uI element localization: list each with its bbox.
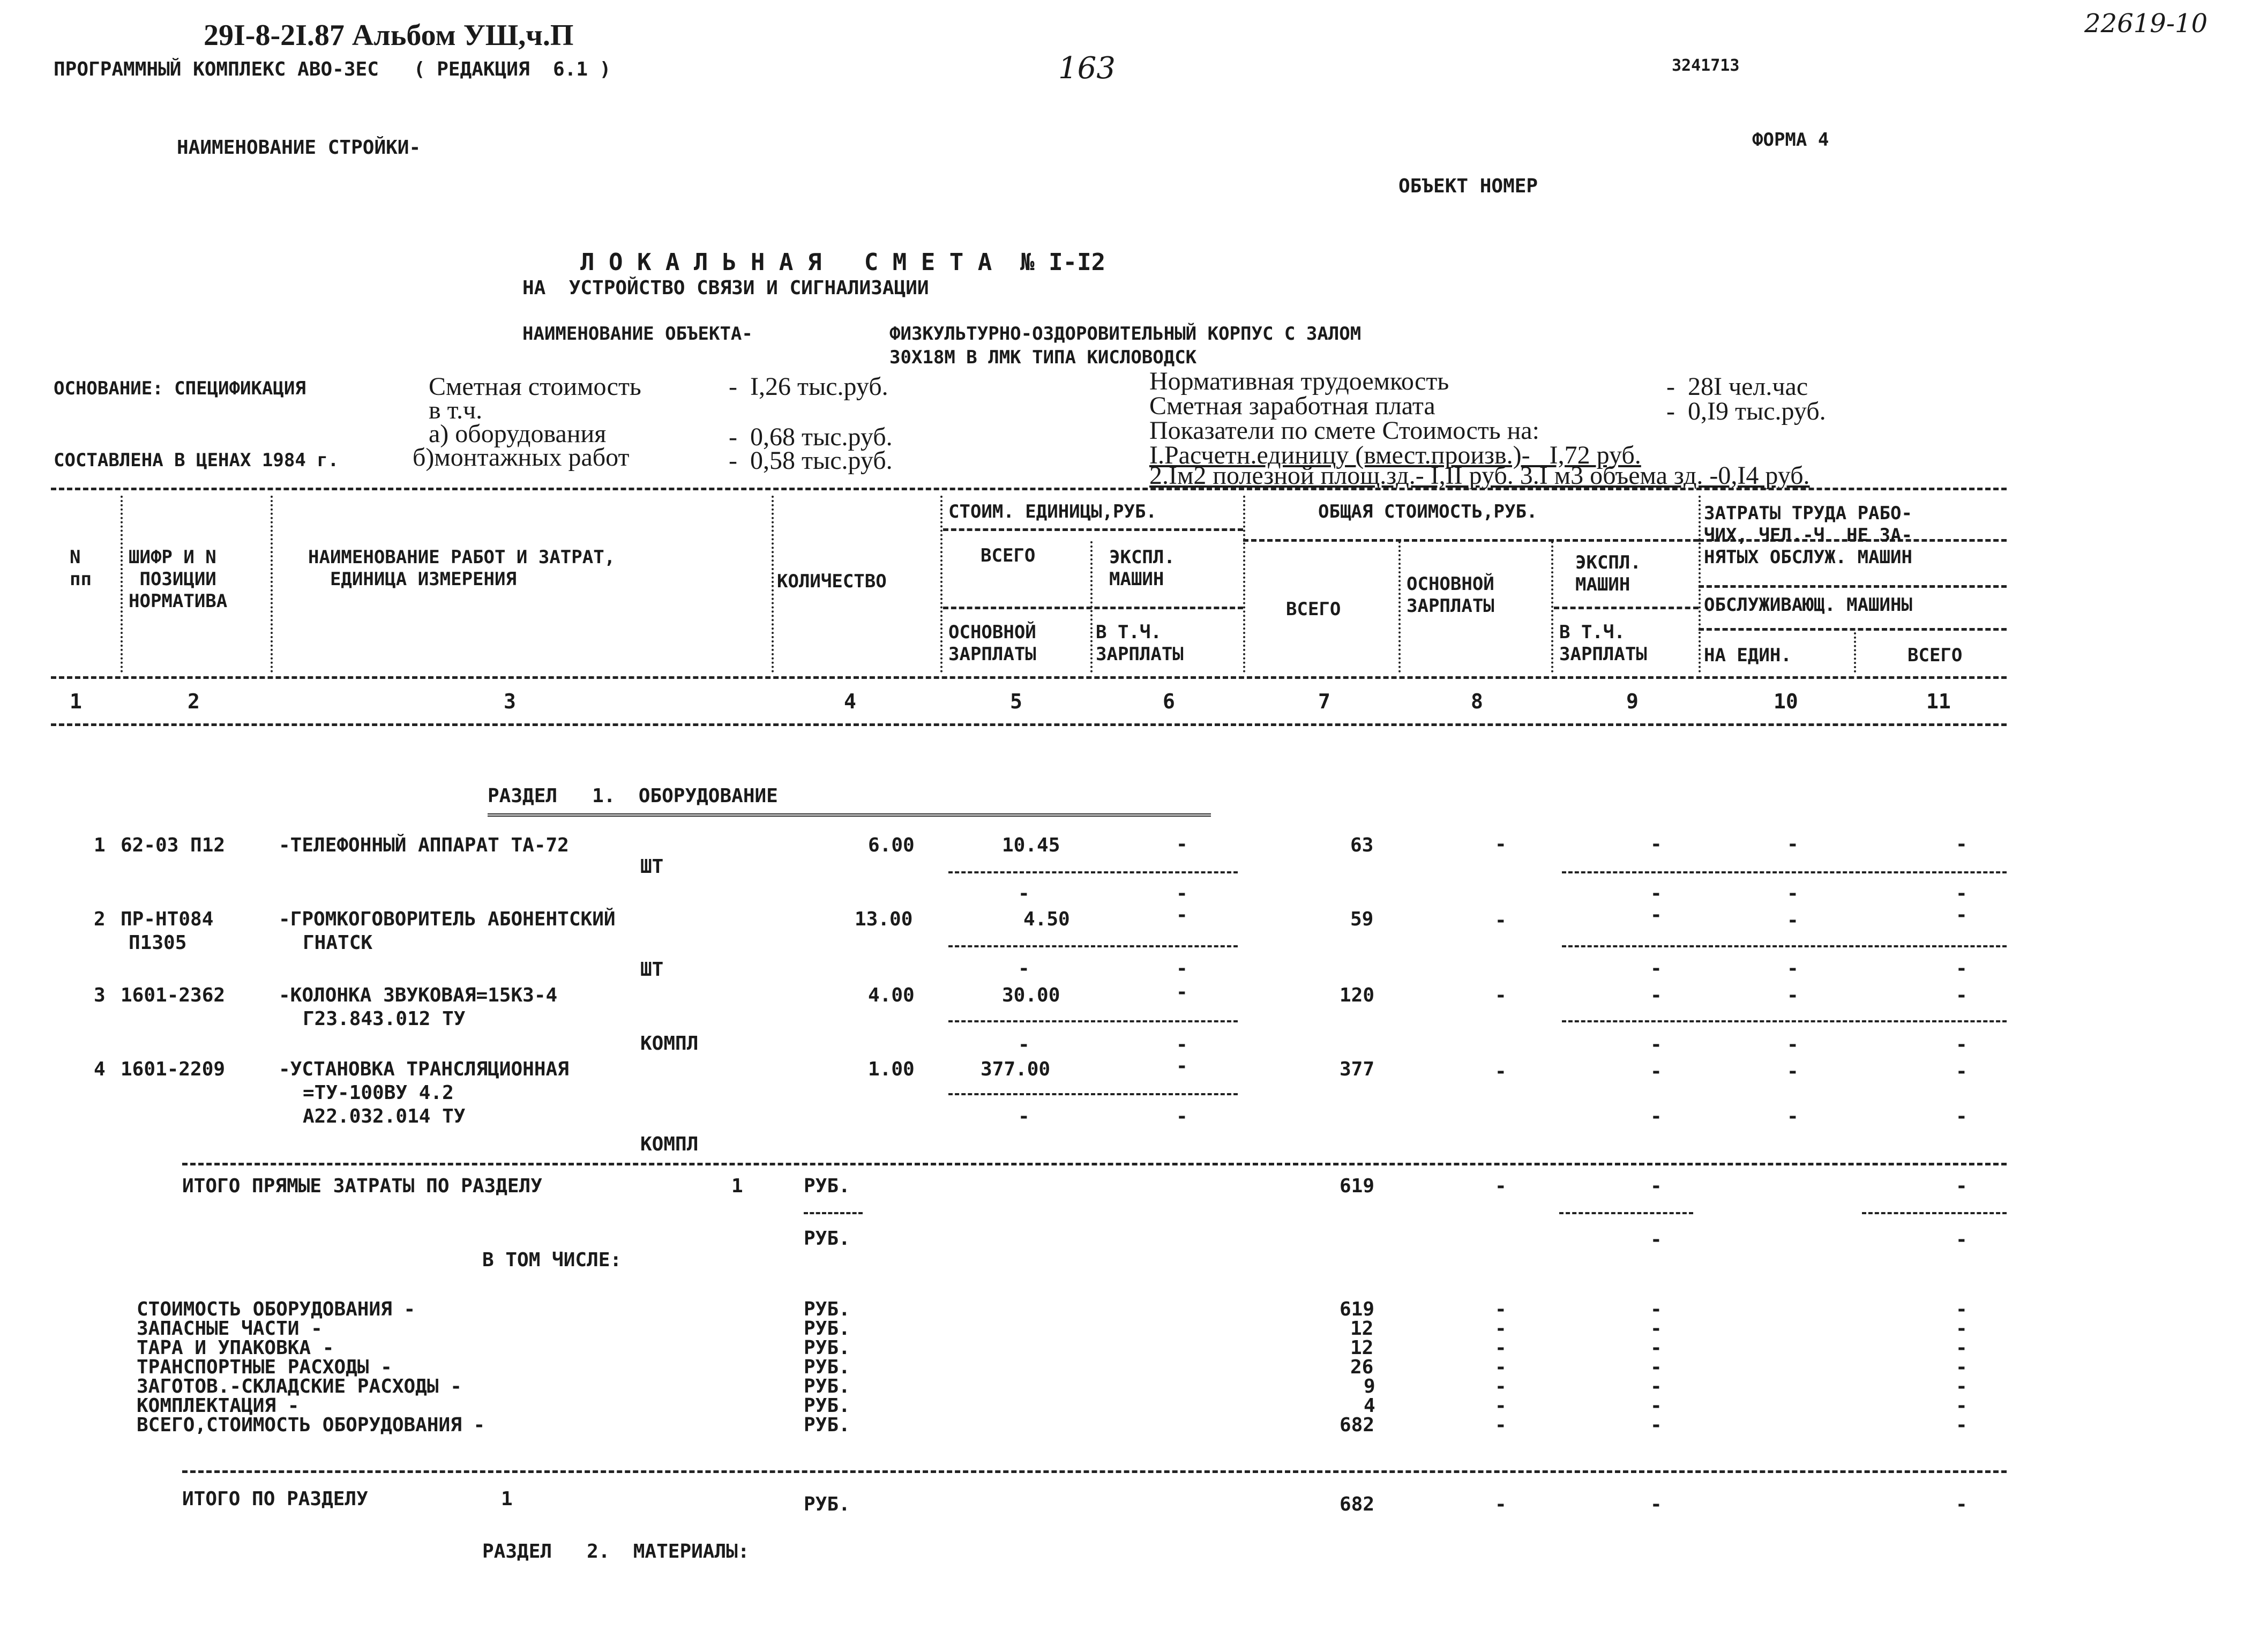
- row-1-sub-rule-right: [1562, 871, 2007, 873]
- cost-label: Сметная стоимость: [429, 372, 641, 401]
- direct-costs-rub-2: РУБ.: [804, 1228, 850, 1250]
- row-unit: ШТ: [640, 959, 664, 981]
- empty-cell-dash: -: [1650, 1376, 1662, 1397]
- breakdown-rub: РУБ.: [804, 1395, 850, 1417]
- breakdown-value: 9: [1364, 1376, 1375, 1397]
- col-num-5: 5: [1010, 690, 1022, 713]
- empty-cell-dash: -: [1650, 1318, 1662, 1340]
- empty-cell-dash: -: [1650, 1356, 1662, 1378]
- header-labor-all: ВСЕГО: [1908, 645, 1963, 666]
- breakdown-label: ТАРА И УПАКОВКА -: [137, 1337, 334, 1359]
- equipment-label: а) оборудования: [429, 420, 607, 448]
- page-number: 163: [1058, 51, 1116, 86]
- header-mach-sub-rule: [1554, 607, 1699, 609]
- empty-cell-dash: -: [1650, 904, 1662, 926]
- direct-costs-section: 1: [731, 1175, 743, 1197]
- col-sep-9: [1699, 496, 1701, 672]
- header-unit-mach: ЭКСПЛ. МАШИН: [1109, 547, 1175, 590]
- labor-value: - 28I чел.час: [1666, 372, 1808, 401]
- col-sep-10: [1854, 632, 1856, 672]
- breakdown-rub: РУБ.: [804, 1298, 850, 1320]
- empty-cell-dash: -: [1650, 984, 1662, 1006]
- row-total: 63: [1350, 834, 1374, 856]
- wage-value: - 0,I9 тыс.руб.: [1666, 397, 1826, 425]
- empty-cell-dash: -: [1495, 1337, 1507, 1359]
- header-bottom-rule: [51, 723, 2007, 726]
- breakdown-value: 12: [1350, 1337, 1374, 1359]
- breakdown-value: 4: [1364, 1395, 1375, 1417]
- empty-cell-dash: -: [1495, 1376, 1507, 1397]
- cost-value: - I,26 тыс.руб.: [729, 372, 888, 401]
- empty-cell-dash: -: [1495, 1356, 1507, 1378]
- empty-cell-dash: -: [1176, 904, 1188, 926]
- row-name: -КОЛОНКА ЗВУКОВАЯ=15КЗ-4: [279, 984, 558, 1006]
- col-num-6: 6: [1163, 690, 1175, 713]
- header-unit-sub-rule: [943, 607, 1243, 609]
- row-3-sub-rule: [948, 1020, 1238, 1022]
- empty-cell-dash: -: [1176, 981, 1188, 1003]
- breakdown-value: 682: [1340, 1414, 1375, 1436]
- empty-cell-dash: -: [1956, 833, 1968, 855]
- empty-cell-dash: -: [1176, 1034, 1188, 1056]
- estimate-title: [552, 227, 1105, 274]
- header-total-rule: [1243, 539, 1699, 542]
- row-number: 1: [94, 834, 106, 856]
- row-unit-price: 377.00: [981, 1058, 1051, 1080]
- header-labor-sub-rule-1: [1699, 585, 2007, 588]
- empty-cell-dash: -: [1956, 1229, 1968, 1251]
- row-unit-price: 10.45: [1002, 834, 1060, 856]
- empty-cell-dash: -: [1650, 1060, 1662, 1082]
- installation-value: - 0,58 тыс.руб.: [729, 446, 893, 475]
- col-sep-8: [1551, 541, 1553, 672]
- row-unit-price: 30.00: [1002, 984, 1060, 1006]
- breakdown-rub: РУБ.: [804, 1337, 850, 1359]
- row-name-3: А22.032.014 ТУ: [303, 1105, 466, 1127]
- object-label: НАИМЕНОВАНИЕ ОБЪЕКТА-: [522, 323, 753, 345]
- header-top-rule: [51, 488, 2007, 490]
- header-labor-sub-rule-2: [1699, 628, 2007, 631]
- empty-cell-dash: -: [1495, 1493, 1507, 1515]
- header-total-wage: ОСНОВНОЙ ЗАРПЛАТЫ: [1407, 573, 1494, 617]
- breakdown-rub: РУБ.: [804, 1318, 850, 1340]
- empty-cell-dash: -: [1650, 1298, 1662, 1320]
- empty-cell-dash: -: [1650, 1034, 1662, 1056]
- row-quantity: 6.00: [868, 834, 915, 856]
- empty-cell-dash: -: [1956, 1414, 1968, 1436]
- direct-sub-rule-1: [1559, 1212, 1693, 1214]
- row-name-2: Г23.843.012 ТУ: [303, 1008, 466, 1030]
- row-quantity: 1.00: [868, 1058, 915, 1080]
- col-num-9: 9: [1626, 690, 1639, 713]
- empty-cell-dash: -: [1787, 1060, 1799, 1082]
- col-sep-1: [121, 496, 123, 672]
- installation-label: б)монтажных работ: [413, 443, 630, 472]
- estimate-subtitle: НА УСТРОЙСТВО СВЯЗИ И СИГНАЛИЗАЦИИ: [522, 277, 929, 299]
- empty-cell-dash: -: [1956, 1395, 1968, 1417]
- empty-cell-dash: -: [1495, 1395, 1507, 1417]
- breakdown-rub: РУБ.: [804, 1414, 850, 1436]
- section-1-title: РАЗДЕЛ 1. ОБОРУДОВАНИЕ: [488, 785, 778, 807]
- col-num-8: 8: [1471, 690, 1483, 713]
- row-code: 1601-2362: [121, 984, 226, 1006]
- row-1-sub-rule: [948, 871, 1238, 873]
- object-number-label: ОБЪЕКТ НОМЕР: [1398, 175, 1538, 197]
- empty-cell-dash: -: [1956, 1105, 1968, 1127]
- breakdown-label: КОМПЛЕКТАЦИЯ -: [137, 1395, 300, 1417]
- header-col-n: N пп: [70, 547, 92, 590]
- including-label: В ТОМ ЧИСЛЕ:: [482, 1249, 622, 1271]
- row-quantity: 4.00: [868, 984, 915, 1006]
- empty-cell-dash: -: [1956, 1060, 1968, 1082]
- row-number: 4: [94, 1058, 106, 1080]
- breakdown-value: 26: [1350, 1356, 1374, 1378]
- breakdown-rub: РУБ.: [804, 1376, 850, 1397]
- row-unit: ШТ: [640, 856, 664, 878]
- col-sep-3: [772, 496, 774, 672]
- breakdown-label: ЗАГОТОВ.-СКЛАДСКИЕ РАСХОДЫ -: [137, 1376, 462, 1397]
- empty-cell-dash: -: [1495, 1175, 1507, 1197]
- col-num-7: 7: [1318, 690, 1330, 713]
- empty-cell-dash: -: [1495, 1414, 1507, 1436]
- empty-cell-dash: -: [1650, 1337, 1662, 1359]
- header-total-mach: ЭКСПЛ. МАШИН: [1575, 552, 1641, 595]
- section-total-number: 1: [501, 1488, 513, 1510]
- rub-rule: [804, 1212, 863, 1214]
- empty-cell-dash: -: [1018, 1034, 1030, 1056]
- empty-cell-dash: -: [1018, 883, 1030, 905]
- header-unit-rule: [943, 528, 1243, 531]
- empty-cell-dash: -: [1956, 1376, 1968, 1397]
- direct-sub-rule-2: [1862, 1212, 2007, 1214]
- empty-cell-dash: -: [1495, 1060, 1507, 1082]
- section-1-underline: [488, 813, 1211, 817]
- incl-label: в т.ч.: [429, 396, 483, 424]
- col-num-2: 2: [188, 690, 200, 713]
- header-unit-wage: ОСНОВНОЙ ЗАРПЛАТЫ: [948, 622, 1036, 665]
- header-unit-total: ВСЕГО: [981, 545, 1036, 566]
- header-total-incl: В Т.Ч. ЗАРПЛАТЫ: [1559, 622, 1647, 665]
- empty-cell-dash: -: [1650, 1414, 1662, 1436]
- indicator-1: I.Расчетн.единицу (вмест.произв.)- I,72 руб.: [1149, 441, 1641, 469]
- col-sep-6: [1243, 496, 1245, 672]
- empty-cell-dash: -: [1787, 883, 1799, 905]
- row-name: -ГРОМКОГОВОРИТЕЛЬ АБОНЕНТСКИЙ: [279, 908, 616, 930]
- row-name: -УСТАНОВКА ТРАНСЛЯЦИОННАЯ: [279, 1058, 569, 1080]
- empty-cell-dash: -: [1650, 1175, 1662, 1197]
- empty-cell-dash: -: [1956, 1493, 1968, 1515]
- breakdown-label: СТОИМОСТЬ ОБОРУДОВАНИЯ -: [137, 1298, 416, 1320]
- col-sep-2: [271, 496, 273, 672]
- row-code: 62-03 П12: [121, 834, 226, 856]
- empty-cell-dash: -: [1956, 904, 1968, 926]
- direct-costs-rule: [182, 1163, 2007, 1165]
- empty-cell-dash: -: [1956, 1337, 1968, 1359]
- direct-costs-rub: РУБ.: [804, 1175, 850, 1197]
- empty-cell-dash: -: [1956, 1034, 1968, 1056]
- row-code-2: П1305: [129, 932, 187, 954]
- basis-label: ОСНОВАНИЕ: СПЕЦИФИКАЦИЯ: [54, 378, 306, 399]
- section-total-rule: [182, 1470, 2007, 1473]
- compiled-label: СОСТАВЛЕНА В ЦЕНАХ 1984 г.: [54, 450, 339, 471]
- empty-cell-dash: -: [1650, 1493, 1662, 1515]
- col-num-11: 11: [1926, 690, 1951, 713]
- estimate-title-text: Л О К А Л Ь Н А Я С М Е Т А № I-I2: [580, 249, 1106, 276]
- empty-cell-dash: -: [1495, 1298, 1507, 1320]
- row-4-sub-rule: [948, 1093, 1238, 1095]
- row-quantity: 13.00: [855, 908, 913, 930]
- col-num-3: 3: [504, 690, 516, 713]
- empty-cell-dash: -: [1956, 883, 1968, 905]
- indicators-label: Показатели по смете Стоимость на:: [1149, 416, 1539, 445]
- breakdown-rub: РУБ.: [804, 1356, 850, 1378]
- indicator-2: 2.Iм2 полезной площ.зд.- I,II руб. 3.I м3 объема зд. -0,I4 руб.: [1149, 461, 1810, 490]
- col-num-4: 4: [844, 690, 856, 713]
- empty-cell-dash: -: [1176, 883, 1188, 905]
- form-label: ФОРМА 4: [1752, 129, 1829, 151]
- empty-cell-dash: -: [1956, 1356, 1968, 1378]
- col-sep-5: [1090, 541, 1093, 672]
- header-unit-incl: В Т.Ч. ЗАРПЛАТЫ: [1096, 622, 1184, 665]
- empty-cell-dash: -: [1176, 1105, 1188, 1127]
- equipment-value: - 0,68 тыс.руб.: [729, 423, 893, 451]
- empty-cell-dash: -: [1787, 958, 1799, 980]
- empty-cell-dash: -: [1495, 1318, 1507, 1340]
- row-number: 3: [94, 984, 106, 1006]
- empty-cell-dash: -: [1176, 833, 1188, 855]
- empty-cell-dash: -: [1787, 984, 1799, 1006]
- album-reference: 29I-8-2I.87 Альбом УШ,ч.П: [204, 19, 574, 52]
- empty-cell-dash: -: [1956, 984, 1968, 1006]
- empty-cell-dash: -: [1956, 1318, 1968, 1340]
- breakdown-label: ТРАНСПОРТНЫЕ РАСХОДЫ -: [137, 1356, 392, 1378]
- header-col-code: ШИФР И N ПОЗИЦИИ НОРМАТИВА: [129, 547, 228, 612]
- direct-costs-label: ИТОГО ПРЯМЫЕ ЗАТРАТЫ ПО РАЗДЕЛУ: [182, 1175, 542, 1197]
- header-total-all: ВСЕГО: [1286, 599, 1341, 620]
- row-name-label: НАИМЕНОВАНИЕ СТРОЙКИ-: [177, 137, 421, 159]
- header-unit-cost: СТОИМ. ЕДИНИЦЫ,РУБ.: [948, 501, 1157, 522]
- row-total: 120: [1340, 984, 1375, 1006]
- row-number: 2: [94, 908, 106, 930]
- section-2-title: РАЗДЕЛ 2. МАТЕРИАЛЫ:: [482, 1541, 750, 1563]
- col-num-10: 10: [1774, 690, 1798, 713]
- col-sep-7: [1398, 541, 1401, 672]
- empty-cell-dash: -: [1495, 833, 1507, 855]
- empty-cell-dash: -: [1018, 958, 1030, 980]
- header-col-name: НАИМЕНОВАНИЕ РАБОТ И ЗАТРАТ, ЕДИНИЦА ИЗМЕРЕНИЯ: [308, 547, 616, 590]
- empty-cell-dash: -: [1787, 1105, 1799, 1127]
- row-total: 59: [1350, 908, 1374, 930]
- row-3-sub-rule-right: [1562, 1020, 2007, 1022]
- empty-cell-dash: -: [1956, 1175, 1968, 1197]
- row-name-2: =ТУ-100ВУ 4.2: [303, 1082, 454, 1104]
- empty-cell-dash: -: [1176, 958, 1188, 980]
- empty-cell-dash: -: [1495, 984, 1507, 1006]
- header-mid-rule: [51, 676, 2007, 679]
- empty-cell-dash: -: [1650, 1229, 1662, 1251]
- header-col-qty: КОЛИЧЕСТВО: [777, 571, 887, 592]
- row-2-sub-rule-right: [1562, 945, 2007, 947]
- row-code: 1601-2209: [121, 1058, 226, 1080]
- object-name-line-1: ФИЗКУЛЬТУРНО-ОЗДОРОВИТЕЛЬНЫЙ КОРПУС С ЗАЛОМ: [889, 323, 1362, 345]
- header-labor: ЗАТРАТЫ ТРУДА РАБО- ЧИХ, ЧЕЛ.-Ч НЕ ЗА- НЯТЫХ ОБСЛУЖ. МАШИН: [1704, 503, 1912, 568]
- row-code: ПР-НТ084: [121, 908, 214, 930]
- empty-cell-dash: -: [1495, 909, 1507, 931]
- document-code: 3241713: [1672, 56, 1740, 75]
- row-unit-price: 4.50: [1023, 908, 1070, 930]
- empty-cell-dash: -: [1018, 1105, 1030, 1127]
- breakdown-value: 12: [1350, 1318, 1374, 1340]
- header-labor-sub: ОБСЛУЖИВАЮЩ. МАШИНЫ: [1704, 594, 1912, 616]
- row-unit: КОМПЛ: [640, 1033, 699, 1055]
- section-total-label: ИТОГО ПО РАЗДЕЛУ: [182, 1488, 368, 1510]
- empty-cell-dash: -: [1956, 958, 1968, 980]
- header-total-cost: ОБЩАЯ СТОИМОСТЬ,РУБ.: [1318, 501, 1538, 522]
- labor-label: Нормативная трудоемкость: [1149, 367, 1449, 395]
- breakdown-value: 619: [1340, 1298, 1375, 1320]
- wage-label: Сметная заработная плата: [1149, 392, 1435, 420]
- section-total-value: 682: [1340, 1493, 1375, 1515]
- row-name-2: ГНАТСК: [303, 932, 373, 954]
- empty-cell-dash: -: [1956, 1298, 1968, 1320]
- row-unit: КОМПЛ: [640, 1133, 699, 1155]
- empty-cell-dash: -: [1650, 1395, 1662, 1417]
- breakdown-label: ЗАПАСНЫЕ ЧАСТИ -: [137, 1318, 323, 1340]
- col-num-1: 1: [70, 690, 82, 713]
- empty-cell-dash: -: [1650, 1105, 1662, 1127]
- empty-cell-dash: -: [1650, 958, 1662, 980]
- col-sep-4: [940, 496, 943, 672]
- empty-cell-dash: -: [1650, 833, 1662, 855]
- row-name: -ТЕЛЕФОННЫЙ АППАРАТ ТА-72: [279, 834, 569, 856]
- empty-cell-dash: -: [1176, 1055, 1188, 1077]
- empty-cell-dash: -: [1787, 909, 1799, 931]
- program-name: ПРОГРАММНЫЙ КОМПЛЕКС АВО-ЗЕС ( РЕДАКЦИЯ 6.1 ): [54, 58, 611, 80]
- header-labor-unit: НА ЕДИН.: [1704, 645, 1792, 666]
- empty-cell-dash: -: [1650, 883, 1662, 905]
- row-total: 377: [1340, 1058, 1375, 1080]
- row-2-sub-rule: [948, 945, 1238, 947]
- breakdown-label: ВСЕГО,СТОИМОСТЬ ОБОРУДОВАНИЯ -: [137, 1414, 485, 1436]
- handwritten-reference: 22619-10: [2084, 9, 2208, 39]
- empty-cell-dash: -: [1787, 1034, 1799, 1056]
- direct-costs-total: 619: [1340, 1175, 1375, 1197]
- object-name-line-2: 30Х18М В ЛМК ТИПА КИСЛОВОДСК: [889, 347, 1197, 368]
- empty-cell-dash: -: [1787, 833, 1799, 855]
- section-total-rub: РУБ.: [804, 1493, 850, 1515]
